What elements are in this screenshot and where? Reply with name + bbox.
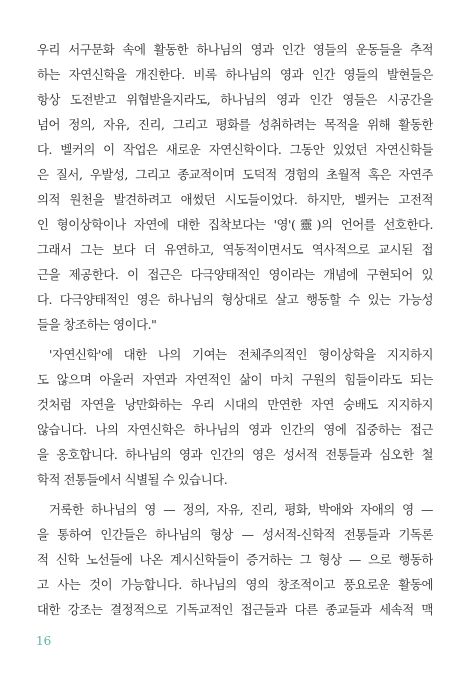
text-line: 적 신학 노선들에 나온 계시신학들이 증거하는 그 형상 — 으로 행동하 (37, 552, 433, 567)
text-line: 고 사는 것이 가능합니다. 하나님의 영의 창조적이고 풍요로운 활동에 (37, 577, 433, 592)
text-line: 학적 전통들에서 식별될 수 있습니다. (37, 472, 228, 487)
text-line: 하는 자연신학을 개진한다. 비록 하나님의 영과 인간 영들의 발현들은 (37, 67, 433, 82)
text-line: 거룩한 하나님의 영 — 정의, 자유, 진리, 평화, 박애와 자애의 영 — (49, 502, 433, 517)
text-line: 대한 강조는 결정적으로 기독교적인 접근들과 다른 종교들과 세속적 맥 (37, 602, 433, 617)
text-line: 않습니다. 나의 자연신학은 하나님의 영과 인간의 영에 집중하는 접근 (37, 422, 433, 437)
text-line: 을 옹호합니다. 하나님의 영과 인간의 영은 성서적 전통들과 심오한 철 (37, 447, 433, 462)
text-line: '자연신학'에 대한 나의 기여는 전체주의적인 형이상학을 지지하지 (49, 347, 433, 362)
text-line: 들을 창조하는 영이다." (37, 317, 157, 332)
text-line: 다. 다극양태적인 영은 하나님의 형상대로 살고 행동할 수 있는 가능성 (37, 292, 433, 307)
text-line: 을 통하여 인간들은 하나님의 형상 — 성서적-신학적 전통들과 기독론 (37, 527, 433, 542)
text-line: 다. 벨커의 이 작업은 새로운 자연신학이다. 그동안 있었던 자연신학들 (37, 142, 433, 157)
text-line: 인 형이상학이나 자연에 대한 집착보다는 '영'(靈)의 언어를 선호한다. (37, 217, 433, 232)
text-line: 도 않으며 아울러 자연과 자연적인 삶이 마치 구원의 힘들이라도 되는 (37, 372, 433, 387)
text-line: 은 질서, 우발성, 그리고 종교적이며 도덕적 경험의 초월적 혹은 자연주 (37, 167, 433, 182)
text-line: 넘어 정의, 자유, 진리, 그리고 평화를 성취하려는 목적을 위해 활동한 (37, 117, 433, 132)
text-line: 항상 도전받고 위협받을지라도, 하나님의 영과 인간 영들은 시공간을 (37, 92, 433, 107)
text-line: 의적 원천을 발견하려고 애썼던 시도들이었다. 하지만, 벨커는 고전적 (37, 192, 433, 207)
text-line: 근을 제공한다. 이 접근은 다극양태적인 영이라는 개념에 구현되어 있 (37, 267, 433, 282)
text-line: 것처럼 자연을 낭만화하는 우리 시대의 만연한 자연 숭배도 지지하지 (37, 397, 433, 412)
text-line: 그래서 그는 보다 더 유연하고, 역동적이면서도 역사적으로 교시된 접 (37, 242, 433, 257)
page-number: 16 (36, 634, 52, 648)
text-line: 우리 서구문화 속에 활동한 하나님의 영과 인간 영들의 운동들을 추적 (37, 42, 433, 57)
